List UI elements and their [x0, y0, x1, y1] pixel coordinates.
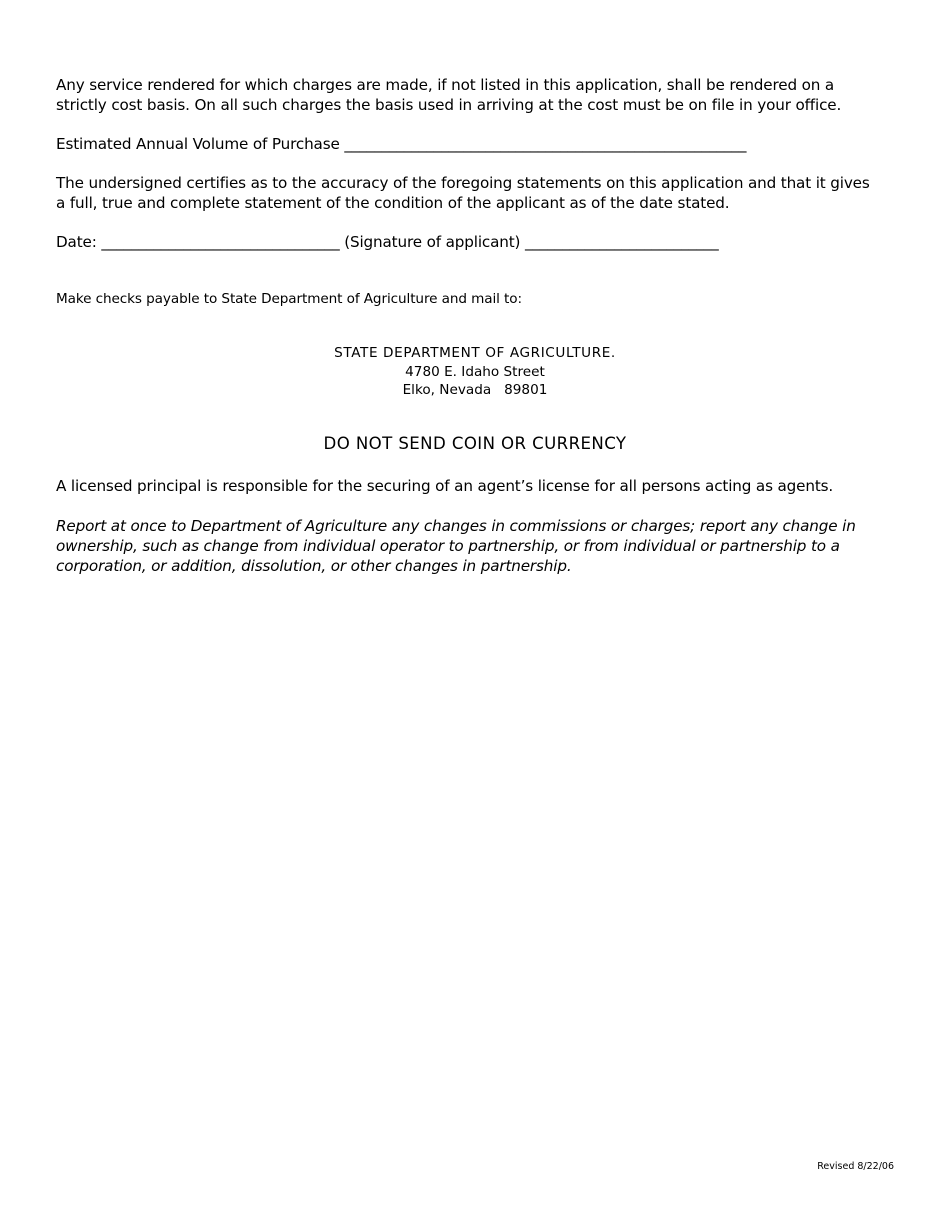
- license-statement-line: A licensed principal is responsible for the securing of an agent’s license for all persons acting as agents.: [56, 477, 834, 495]
- report-line-2: ownership, such as change from individual operator to partnership, or from individual or partnership to a: [56, 537, 840, 555]
- address-city-state-zip: Elko, Nevada 89801: [402, 382, 548, 398]
- estimated-volume-line: Estimated Annual Volume of Purchase ______________________________________________________: [56, 135, 747, 153]
- certification-line-2: a full, true and complete statement of the condition of the applicant as of the date stated.: [56, 194, 730, 212]
- report-changes-paragraph: [56, 516, 886, 576]
- currency-notice: DO NOT SEND COIN OR CURRENCY: [323, 434, 627, 453]
- date-signature-line: Date: ________________________________ (Signature of applicant) __________________________: [56, 233, 719, 251]
- cost-basis-line-1: Any service rendered for which charges are made, if not listed in this application, shall be rendered on a: [56, 76, 835, 94]
- address-street: 4780 E. Idaho Street: [405, 363, 545, 380]
- license-statement: [56, 476, 886, 496]
- report-line-1: Report at once to Department of Agriculture any changes in commissions or charges; report any change in: [56, 517, 856, 535]
- mailing-address: [56, 344, 894, 400]
- revision-date: Revised 8/22/06: [817, 1161, 894, 1172]
- date-signature-field[interactable]: [56, 232, 886, 252]
- certification-line-1: The undersigned certifies as to the accuracy of the foregoing statements on this application and that it gives: [56, 174, 870, 192]
- cost-basis-paragraph: [56, 75, 886, 115]
- checks-instruction: Make checks payable to State Department of Agriculture and mail to:: [56, 291, 522, 307]
- address-agency: STATE DEPARTMENT OF AGRICULTURE.: [334, 345, 616, 361]
- cost-basis-line-2: strictly cost basis. On all such charges the basis used in arriving at the cost must be on file in your office.: [56, 96, 842, 114]
- certification-paragraph: [56, 173, 886, 213]
- report-line-3: corporation, or addition, dissolution, or other changes in partnership.: [56, 557, 572, 575]
- estimated-volume-field[interactable]: [56, 134, 886, 154]
